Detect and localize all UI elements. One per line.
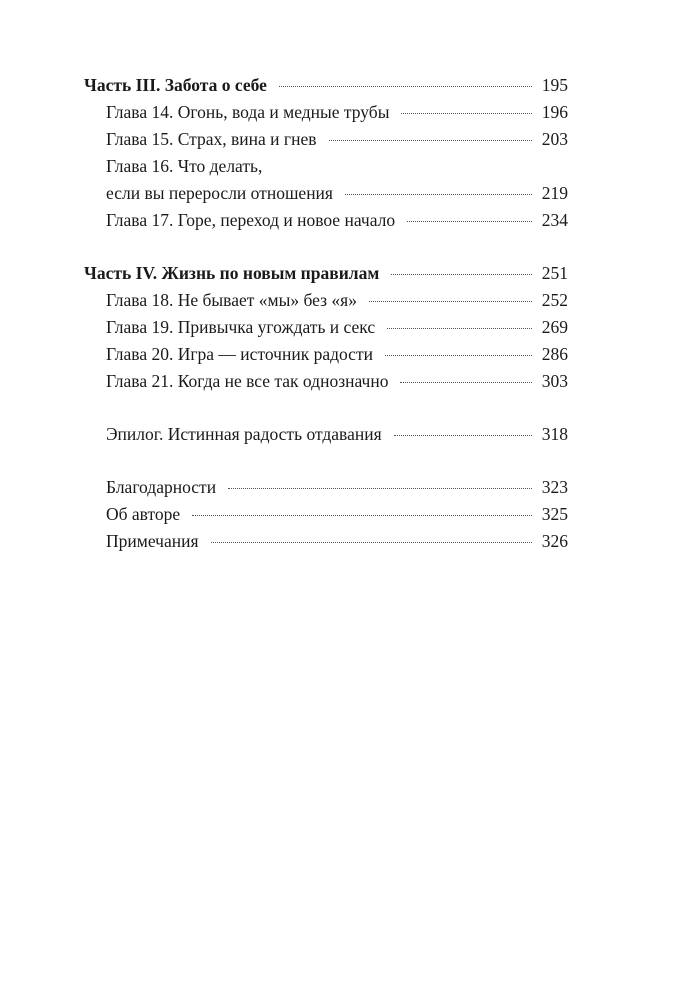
toc-entry-page: 195 bbox=[541, 75, 568, 95]
toc-entry-page: 203 bbox=[541, 129, 568, 149]
toc-entry-chapter-14[interactable] bbox=[84, 99, 568, 126]
toc-entry-part-4[interactable] bbox=[84, 260, 568, 287]
section-gap bbox=[84, 448, 568, 474]
section-gap bbox=[84, 395, 568, 421]
toc-entry-page: 326 bbox=[541, 531, 568, 551]
toc-entry-title: Глава 18. Не бывает «мы» без «я» bbox=[106, 290, 357, 310]
table-of-contents bbox=[84, 72, 568, 555]
toc-entry-title: если вы переросли отношения bbox=[106, 183, 333, 203]
dot-leader bbox=[407, 221, 532, 222]
dot-leader bbox=[387, 328, 532, 329]
dot-leader bbox=[394, 435, 532, 436]
dot-leader bbox=[385, 355, 532, 356]
toc-entry-chapter-16-line1: Глава 16. Что делать, bbox=[106, 156, 263, 176]
dot-leader bbox=[329, 140, 533, 141]
toc-entry-chapter-19[interactable] bbox=[84, 314, 568, 341]
toc-entry-chapter-15[interactable] bbox=[84, 126, 568, 153]
toc-entry-chapter-21[interactable] bbox=[84, 368, 568, 395]
toc-entry-page: 234 bbox=[541, 210, 568, 230]
toc-entry-title: Глава 17. Горе, переход и новое начало bbox=[106, 210, 396, 230]
dot-leader bbox=[391, 274, 532, 275]
toc-entry-page: 323 bbox=[541, 477, 568, 497]
toc-entry-page: 269 bbox=[541, 317, 568, 337]
toc-entry-chapter-18[interactable] bbox=[84, 287, 568, 314]
toc-entry-title: Глава 21. Когда не все так однозначно bbox=[106, 371, 389, 391]
toc-entry-page: 251 bbox=[541, 263, 568, 283]
toc-entry-about-author[interactable] bbox=[84, 501, 568, 528]
toc-entry-title: Благодарности bbox=[106, 477, 217, 497]
toc-entry-chapter-17[interactable] bbox=[84, 207, 568, 234]
section-gap bbox=[84, 234, 568, 260]
toc-entry-epilogue[interactable] bbox=[84, 421, 568, 448]
toc-entry-page: 318 bbox=[541, 424, 568, 444]
dot-leader bbox=[279, 86, 532, 87]
toc-entry-title: Часть IV. Жизнь по новым правилам bbox=[84, 263, 380, 283]
dot-leader bbox=[401, 113, 532, 114]
dot-leader bbox=[211, 542, 532, 543]
toc-entry-page: 303 bbox=[541, 371, 568, 391]
dot-leader bbox=[228, 488, 532, 489]
toc-entry-title: Эпилог. Истинная радость отдавания bbox=[106, 424, 382, 444]
toc-entry-title: Примечания bbox=[106, 531, 199, 551]
dot-leader bbox=[345, 194, 532, 195]
toc-entry-chapter-16[interactable] bbox=[84, 180, 568, 207]
toc-entry-notes[interactable] bbox=[84, 528, 568, 555]
toc-entry-title: Об авторе bbox=[106, 504, 181, 524]
toc-entry-page: 325 bbox=[541, 504, 568, 524]
toc-entry-title: Часть III. Забота о себе bbox=[84, 75, 267, 95]
toc-entry-title: Глава 14. Огонь, вода и медные трубы bbox=[106, 102, 390, 122]
toc-entry-title: Глава 20. Игра — источник радости bbox=[106, 344, 373, 364]
dot-leader bbox=[400, 382, 532, 383]
dot-leader bbox=[369, 301, 532, 302]
toc-entry-page: 219 bbox=[541, 183, 568, 203]
toc-entry-title: Глава 19. Привычка угождать и секс bbox=[106, 317, 376, 337]
toc-entry-page: 252 bbox=[541, 290, 568, 310]
toc-entry-page: 196 bbox=[541, 102, 568, 122]
toc-entry-page: 286 bbox=[541, 344, 568, 364]
toc-entry-title: Глава 15. Страх, вина и гнев bbox=[106, 129, 317, 149]
toc-entry-chapter-20[interactable] bbox=[84, 341, 568, 368]
dot-leader bbox=[192, 515, 532, 516]
toc-entry-acknowledgements[interactable] bbox=[84, 474, 568, 501]
toc-entry-part-3[interactable] bbox=[84, 72, 568, 99]
